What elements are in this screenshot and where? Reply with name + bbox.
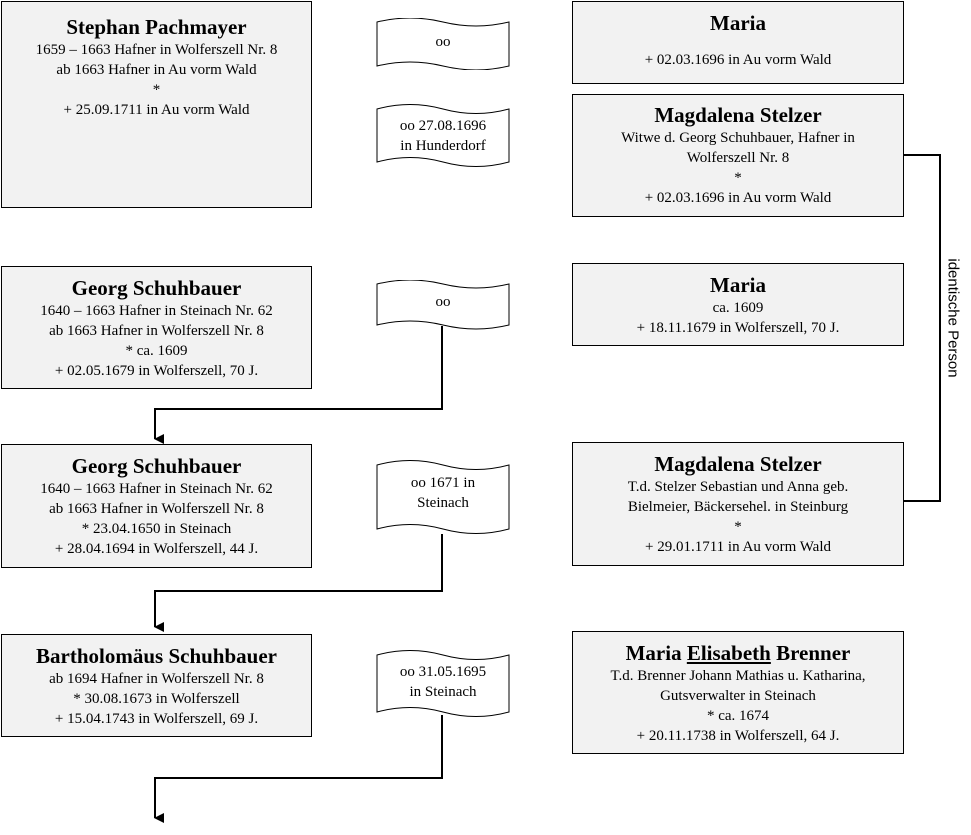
person-detail: + 02.05.1679 in Wolferszell, 70 J. — [54, 363, 259, 379]
person-name: Maria — [710, 11, 766, 35]
person-maria-1 — [572, 1, 904, 84]
person-magdalena-stelzer-widow — [572, 94, 904, 217]
person-detail: Wolferszell Nr. 8 — [686, 150, 790, 166]
person-detail: + 28.04.1694 in Wolferszell, 44 J. — [54, 541, 259, 557]
person-detail: T.d. Stelzer Sebastian und Anna geb. — [627, 479, 849, 495]
person-detail: + 02.03.1696 in Au vorm Wald — [644, 52, 832, 68]
person-maria-elisabeth-brenner — [572, 631, 904, 754]
person-name: Georg Schuhbauer — [71, 454, 242, 478]
person-detail: 1640 – 1663 Hafner in Steinach Nr. 62 — [40, 481, 273, 497]
person-stephan-pachmayer — [1, 1, 312, 208]
person-detail: Gutsverwalter in Steinach — [660, 688, 816, 704]
person-detail: * — [152, 82, 161, 98]
person-detail: Bielmeier, Bäckersehel. in Steinburg — [627, 499, 849, 515]
person-bartholomaeus-schuhbauer — [1, 634, 312, 737]
person-detail: + 18.11.1679 in Wolferszell, 70 J. — [636, 320, 840, 336]
person-georg-schuhbauer-2 — [1, 444, 312, 568]
person-name: Maria — [710, 273, 766, 297]
marriage-banner-4: oo 1671 in Steinach — [376, 460, 510, 536]
person-detail: + 02.03.1696 in Au vorm Wald — [644, 190, 832, 206]
person-detail: * 23.04.1650 in Steinach — [81, 521, 232, 537]
person-georg-schuhbauer-1 — [1, 266, 312, 389]
marriage-banner-2: oo 27.08.1696 in Hunderdorf — [376, 104, 510, 168]
person-magdalena-stelzer — [572, 442, 904, 566]
person-name: Georg Schuhbauer — [71, 276, 242, 300]
person-detail: Witwe d. Georg Schuhbauer, Hafner in — [621, 130, 855, 146]
identity-bracket — [904, 155, 940, 501]
person-detail: + 20.11.1738 in Wolferszell, 64 J. — [636, 728, 840, 744]
marriage-banner-3: oo — [376, 280, 510, 330]
person-detail: 1640 – 1663 Hafner in Steinach Nr. 62 — [40, 303, 273, 319]
person-detail: ab 1663 Hafner in Wolferszell Nr. 8 — [49, 501, 264, 517]
person-detail: T.d. Brenner Johann Mathias u. Katharina, — [610, 668, 866, 684]
person-maria-2 — [572, 263, 904, 346]
person-detail: * — [734, 170, 742, 186]
person-detail: + 29.01.1711 in Au vorm Wald — [645, 539, 831, 555]
person-detail: ab 1694 Hafner in Wolferszell Nr. 8 — [49, 671, 264, 687]
marriage-banner-5: oo 31.05.1695 in Steinach — [376, 650, 510, 718]
person-name: Magdalena Stelzer — [654, 452, 822, 476]
person-name: Stephan Pachmayer — [66, 15, 247, 39]
person-name: Magdalena Stelzer — [654, 103, 822, 127]
person-name: Maria Elisabeth Brenner — [625, 641, 851, 665]
person-detail: ca. 1609 — [712, 300, 764, 316]
person-detail: + 25.09.1711 in Au vorm Wald — [63, 102, 250, 118]
person-detail: * — [734, 519, 742, 535]
person-detail: + 15.04.1743 in Wolferszell, 69 J. — [54, 711, 259, 727]
person-name: Bartholomäus Schuhbauer — [36, 644, 277, 668]
identity-label: identische Person — [944, 258, 962, 378]
person-detail: * ca. 1609 — [125, 343, 188, 359]
person-detail: * 30.08.1673 in Wolferszell — [73, 691, 240, 707]
marriage-banner-1: oo — [376, 18, 510, 70]
person-detail: 1659 – 1663 Hafner in Wolferszell Nr. 8 — [35, 42, 278, 58]
person-detail: ab 1663 Hafner in Au vorm Wald — [56, 62, 257, 78]
person-detail: * ca. 1674 — [706, 708, 770, 724]
person-detail: ab 1663 Hafner in Wolferszell Nr. 8 — [49, 323, 264, 339]
